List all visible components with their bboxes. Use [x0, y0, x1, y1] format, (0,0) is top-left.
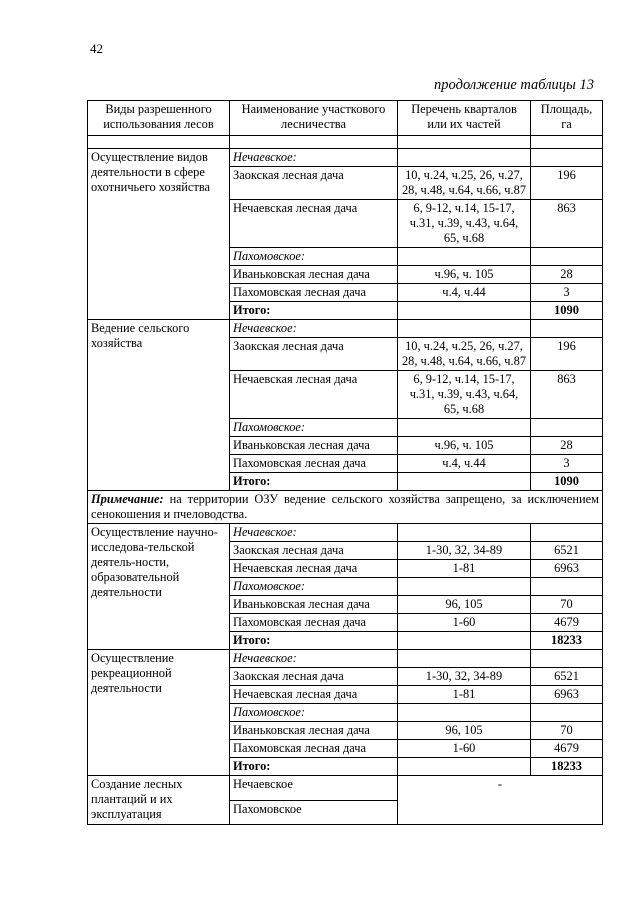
total-area: 18233: [531, 758, 603, 776]
forest-use-table: [87, 100, 603, 825]
quarters-cell: 1-30, 32, 34-89: [398, 668, 531, 686]
area-cell: 3: [531, 455, 603, 473]
area-cell: 196: [531, 338, 603, 371]
quarters-cell: ч.4, ч.44: [398, 455, 531, 473]
header-area: Площадь, га: [531, 101, 603, 136]
forest-name-cell: Заокская лесная дача: [230, 167, 398, 200]
quarters-cell: 10, ч.24, ч.25, 26, ч.27, 28, ч.48, ч.64, ч.66, ч.87: [398, 167, 531, 200]
note-row: [88, 491, 603, 524]
quarters-cell: 6, 9-12, ч.14, 15-17, ч.31, ч.39, ч.43, ч.64, 65, ч.68: [398, 200, 531, 248]
area-cell: 6963: [531, 560, 603, 578]
quarters-cell: 1-30, 32, 34-89: [398, 542, 531, 560]
quarters-cell: 1-81: [398, 560, 531, 578]
use-type-cell: Осуществление рекреационной деятельности: [88, 650, 230, 776]
forest-name-cell: Заокская лесная дача: [230, 542, 398, 560]
total-label: Итого:: [230, 632, 398, 650]
table-row: [88, 149, 603, 167]
quarters-cell: 1-81: [398, 686, 531, 704]
area-cell: 6521: [531, 668, 603, 686]
forestry-group-label: Пахомовское:: [230, 248, 398, 266]
forestry-group-label: Нечаевское:: [230, 524, 398, 542]
table-row: [88, 776, 603, 801]
header-quarters: Перечень кварталов или их частей: [398, 101, 531, 136]
use-type-cell: Ведение сельского хозяйства: [88, 320, 230, 491]
forestry-name-cell: Нечаевское: [230, 776, 398, 801]
forest-name-cell: Иваньковская лесная дача: [230, 596, 398, 614]
forest-name-cell: Иваньковская лесная дача: [230, 722, 398, 740]
use-type-cell: Осуществление видов деятельности в сфере охотничьего хозяйства: [88, 149, 230, 320]
header-use-type: Виды разрешенного использования лесов: [88, 101, 230, 136]
note-label: Примечание:: [91, 492, 164, 506]
table-continuation-caption: продолжение таблицы 13: [434, 77, 594, 93]
use-type-cell: Создание лесных плантаций и их эксплуатация: [88, 776, 230, 825]
forestry-group-label: Нечаевское:: [230, 320, 398, 338]
total-label: Итого:: [230, 302, 398, 320]
quarters-cell: 10, ч.24, ч.25, 26, ч.27, 28, ч.48, ч.64, ч.66, ч.87: [398, 338, 531, 371]
forestry-group-label: Пахомовское:: [230, 419, 398, 437]
forest-name-cell: Заокская лесная дача: [230, 668, 398, 686]
quarters-cell: ч.96, ч. 105: [398, 437, 531, 455]
forestry-group-label: Нечаевское:: [230, 650, 398, 668]
forestry-group-label: Нечаевское:: [230, 149, 398, 167]
forestry-name-cell: Пахомовское: [230, 800, 398, 825]
total-area: 18233: [531, 632, 603, 650]
forestry-group-label: Пахомовское:: [230, 704, 398, 722]
area-cell: 863: [531, 371, 603, 419]
area-cell: 28: [531, 437, 603, 455]
forest-name-cell: Нечаевская лесная дача: [230, 200, 398, 248]
empty-value-cell: -: [398, 776, 603, 825]
use-type-cell: Осуществление научно-исследова-тельской деятель-ности, образовательной деятельности: [88, 524, 230, 650]
forest-name-cell: Нечаевская лесная дача: [230, 686, 398, 704]
table-row: [88, 650, 603, 668]
forest-name-cell: Пахомовская лесная дача: [230, 284, 398, 302]
spacer-row: [88, 136, 603, 149]
forest-name-cell: Иваньковская лесная дача: [230, 266, 398, 284]
header-forestry-name: Наименование участкового лесничества: [230, 101, 398, 136]
total-area: 1090: [531, 473, 603, 491]
area-cell: 6521: [531, 542, 603, 560]
quarters-cell: 96, 105: [398, 596, 531, 614]
forest-name-cell: Нечаевская лесная дача: [230, 560, 398, 578]
area-cell: 3: [531, 284, 603, 302]
area-cell: 863: [531, 200, 603, 248]
note-cell: [88, 491, 603, 524]
forestry-group-label: Пахомовское:: [230, 578, 398, 596]
forest-name-cell: Нечаевская лесная дача: [230, 371, 398, 419]
area-cell: 70: [531, 722, 603, 740]
area-cell: 70: [531, 596, 603, 614]
page-number: 42: [90, 41, 103, 56]
area-cell: 4679: [531, 614, 603, 632]
area-cell: 196: [531, 167, 603, 200]
quarters-cell: 96, 105: [398, 722, 531, 740]
area-cell: 4679: [531, 740, 603, 758]
quarters-cell: ч.4, ч.44: [398, 284, 531, 302]
table-header-row: [88, 101, 603, 136]
quarters-cell: 1-60: [398, 740, 531, 758]
total-area: 1090: [531, 302, 603, 320]
forest-name-cell: Заокская лесная дача: [230, 338, 398, 371]
table-row: [88, 320, 603, 338]
table-row: [88, 524, 603, 542]
area-cell: 28: [531, 266, 603, 284]
area-cell: 6963: [531, 686, 603, 704]
quarters-cell: ч.96, ч. 105: [398, 266, 531, 284]
quarters-cell: 1-60: [398, 614, 531, 632]
note-text: на территории ОЗУ ведение сельского хозяйства запрещено, за исключением сенокошения и пчеловодства.: [91, 492, 599, 521]
total-label: Итого:: [230, 473, 398, 491]
forest-name-cell: Пахомовская лесная дача: [230, 455, 398, 473]
forest-name-cell: Пахомовская лесная дача: [230, 740, 398, 758]
forest-name-cell: Пахомовская лесная дача: [230, 614, 398, 632]
total-label: Итого:: [230, 758, 398, 776]
quarters-cell: 6, 9-12, ч.14, 15-17, ч.31, ч.39, ч.43, ч.64, 65, ч.68: [398, 371, 531, 419]
forest-name-cell: Иваньковская лесная дача: [230, 437, 398, 455]
